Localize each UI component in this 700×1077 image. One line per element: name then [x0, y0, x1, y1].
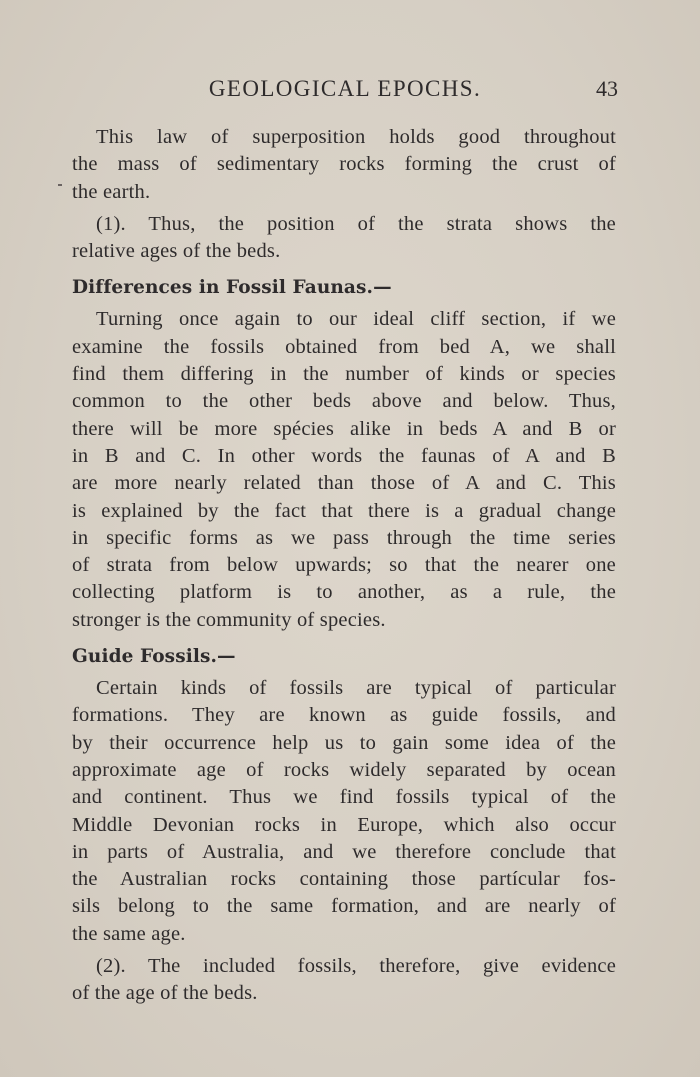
paragraph-strata-position	[72, 211, 616, 266]
text-line: find them differing in the number of kinds or species	[72, 363, 616, 386]
paragraph-included-fossils	[72, 953, 616, 1008]
text-line: of strata from below upwards; so that the nearer one	[72, 554, 616, 577]
text-line: approximate age of rocks widely separated by ocean	[72, 758, 616, 781]
text-line: Certain kinds of fossils are typical of particular	[96, 677, 616, 700]
text-line: of the age of the beds.	[72, 982, 258, 1005]
paragraph-fossil-faunas	[72, 306, 616, 634]
text-line: relative ages of the beds.	[72, 240, 281, 263]
text-line: This law of superposition holds good throughout	[96, 126, 616, 148]
running-title: GEOLOGICAL EPOCHS.	[208, 76, 482, 101]
text-line: the mass of sedimentary rocks forming the crust of	[72, 153, 616, 176]
running-head	[72, 74, 618, 104]
text-line: (1). Thus, the position of the strata shows the	[96, 212, 616, 235]
text-line: are more nearly related than those of A and C. This	[72, 472, 616, 495]
text-line: stronger is the community of species.	[72, 608, 386, 631]
text-line: sils belong to the same formation, and are nearly of	[72, 895, 616, 918]
text-line: in specific forms as we pass through the time series	[72, 526, 616, 549]
text-line: and continent. Thus we find fossils typical of the	[72, 786, 616, 809]
text-line: in B and C. In other words the faunas of A and B	[72, 444, 616, 467]
text-line: the same age.	[72, 922, 186, 945]
text-line: by their occurrence help us to gain some idea of the	[72, 731, 616, 754]
section-heading-fossil-faunas: Differences in Fossil Faunas.—	[72, 277, 392, 299]
page-number: 43	[596, 76, 618, 101]
paragraph-superposition	[72, 124, 616, 206]
text-line: common to the other beds above and below. Thus,	[72, 390, 616, 413]
text-line: formations. They are known as guide fossils, and	[72, 704, 616, 727]
body-text	[72, 124, 616, 1008]
text-line: examine the fossils obtained from bed A, we shall	[72, 335, 616, 358]
text-line: Turning once again to our ideal cliff section, if we	[96, 308, 616, 331]
text-line: Middle Devonian rocks in Europe, which also occur	[72, 813, 616, 836]
spacer	[72, 634, 616, 643]
text-line: is explained by the fact that there is a gradual change	[72, 499, 616, 522]
text-line: (2). The included fossils, therefore, give evidence	[96, 955, 616, 978]
spacer	[72, 265, 616, 274]
section-heading-guide-fossils: Guide Fossils.—	[72, 646, 236, 668]
text-line: the earth.	[72, 180, 151, 203]
text-line: the Australian rocks containing those partícular fos-	[72, 868, 616, 891]
stray-ink-mark	[58, 184, 62, 186]
paragraph-guide-fossils	[72, 675, 616, 948]
text-line: there will be more spécies alike in beds A and B or	[72, 417, 616, 440]
text-line: collecting platform is to another, as a rule, the	[72, 581, 616, 604]
text-line: in parts of Australia, and we therefore conclude that	[72, 840, 616, 863]
